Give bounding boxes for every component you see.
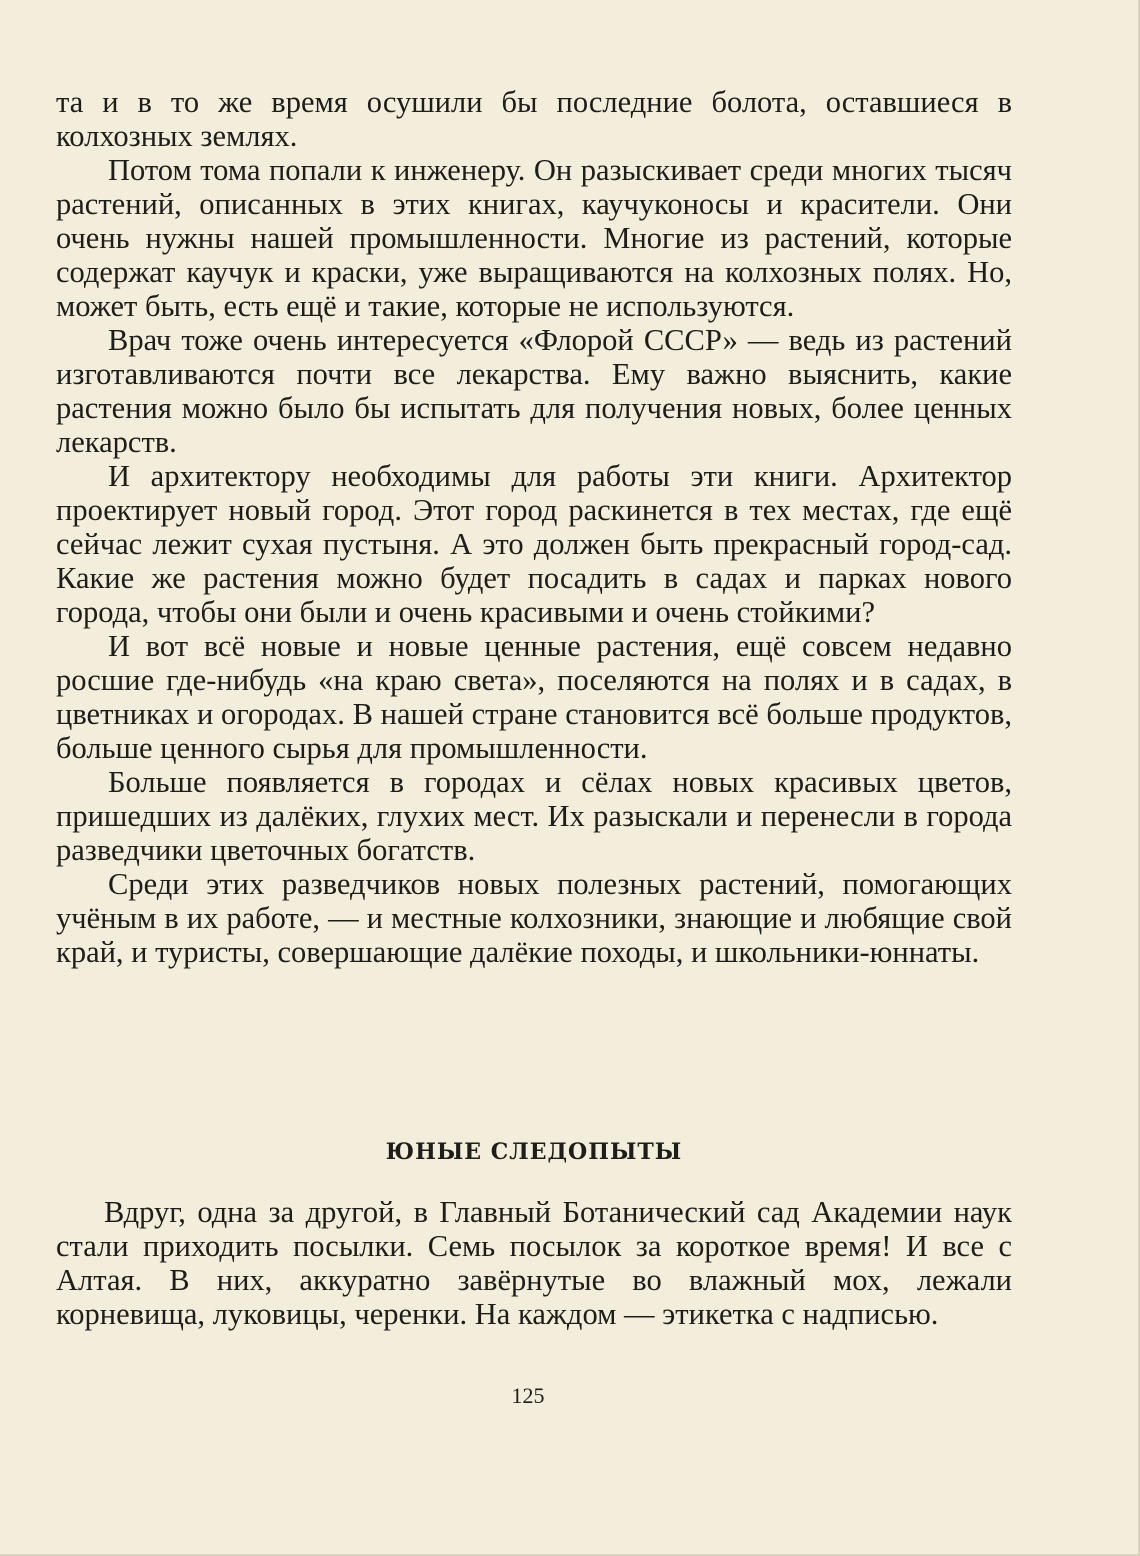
page-number: 125 bbox=[511, 1383, 545, 1408]
paragraph: И архитектору необходимы для работы эти книги. Архитектор проектирует новый город. Этот город раскинется в тех местах, где ещё сейчас лежит сухая пустыня. А это должен быть прекрасный город-сад. Какие же растения можно будет посадить в садах и парках нового города, чтобы они были и очень красивыми и очень стойкими? bbox=[56, 459, 1012, 629]
paragraph: та и в то же время осушили бы последние болота, оставшиеся в колхозных землях. bbox=[56, 85, 1012, 153]
section-heading: ЮНЫЕ СЛЕДОПЫТЫ bbox=[385, 1139, 683, 1165]
paragraph: Больше появляется в городах и сёлах новых красивых цветов, пришедших из далёких, глухих мест. Их разыскали и перенесли в города разведчики цветочных богатств. bbox=[56, 765, 1012, 867]
paragraph: Врач тоже очень интересуется «Флорой СССР» — ведь из растений изготавливаются почти все лекарства. Ему важно выяснить, какие растения можно было бы испытать для получения новых, более ценных лекарств. bbox=[56, 323, 1012, 459]
paragraph: Вдруг, одна за другой, в Главный Ботанический сад Академии наук стали приходить посылки. Семь посылок за короткое время! И все с Алтая. В них, аккуратно завёрнутые во влажный мох, лежали корневища, луковицы, черенки. На каждом — этикетка с надписью. bbox=[56, 1195, 1012, 1331]
paragraph: И вот всё новые и новые ценные растения, ещё совсем недавно росшие где-нибудь «на краю света», поселяются на полях и в садах, в цветниках и огородах. В нашей стране становится всё больше продуктов, больше ценного сырья для промышленности. bbox=[56, 629, 1012, 765]
paragraph: Потом тома попали к инженеру. Он разыскивает среди многих тысяч растений, описанных в этих книгах, каучуконосы и красители. Они очень нужны нашей промышленности. Многие из растений, которые содержат каучук и краски, уже выращиваются на колхозных полях. Но, может быть, есть ещё и такие, которые не используются. bbox=[56, 153, 1012, 323]
paragraph: Среди этих разведчиков новых полезных растений, помогающих учёным в их работе, — и местные колхозники, знающие и любящие свой край, и туристы, совершающие далёкие походы, и школьники-юннаты. bbox=[56, 867, 1012, 969]
section-text bbox=[56, 1195, 1012, 1331]
main-text bbox=[56, 85, 1012, 969]
